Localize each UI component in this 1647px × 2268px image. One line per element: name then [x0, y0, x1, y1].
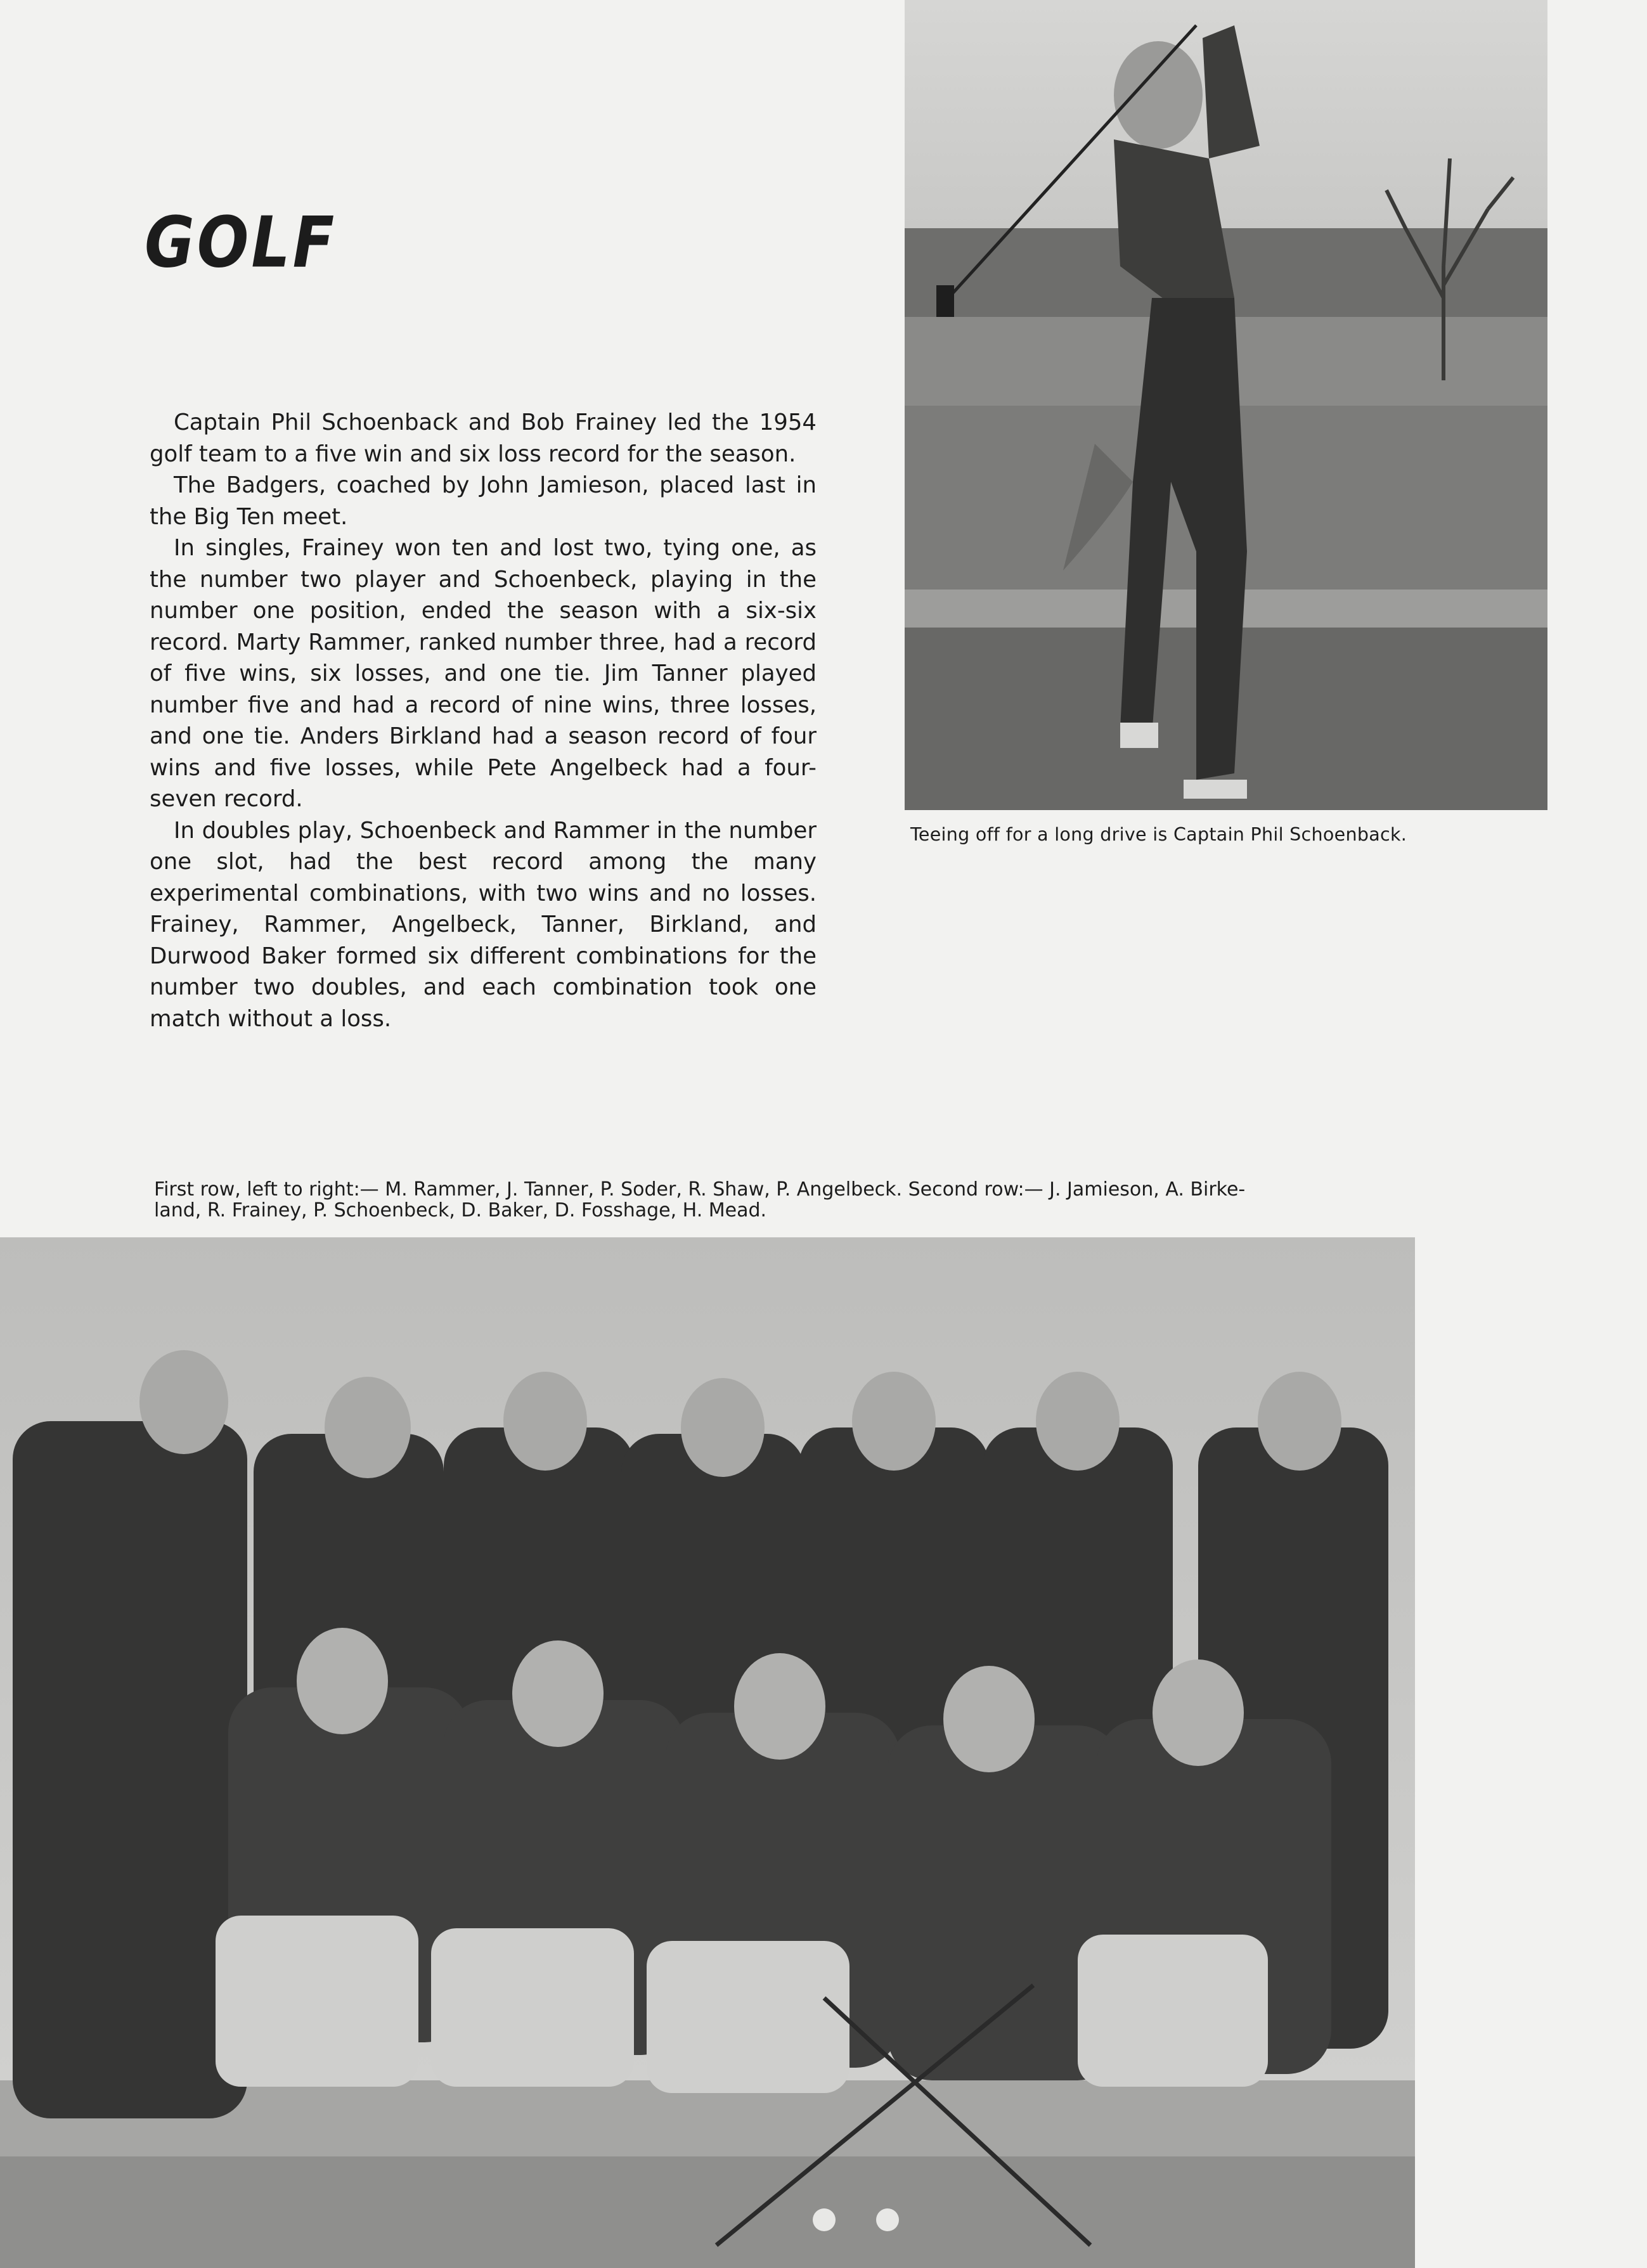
page-title: GOLF — [145, 202, 337, 283]
article-paragraph: The Badgers, coached by John Jamieson, placed last in the Big Ten meet. — [150, 472, 817, 530]
team-photo-caption — [154, 1179, 1333, 1221]
golfer-photo-caption: Teeing off for a long drive is Captain Phil Schoenback. — [910, 824, 1407, 845]
team-photo — [0, 1237, 1415, 2268]
team-caption-line: land, R. Frainey, P. Schoenbeck, D. Baker, D. Fosshage, H. Mead. — [154, 1199, 767, 1221]
article-paragraph: Captain Phil Schoenback and Bob Frainey led the 1954 golf team to a five win and six loss record for the season. — [150, 409, 817, 467]
article-body — [150, 407, 817, 1034]
article-paragraph: In doubles play, Schoenbeck and Rammer in the number one slot, had the best record among the many experimental combinations, with two wins and no losses. Frainey, Rammer, Angelbeck, Tanner, Birkland, and Durwood Baker formed six different combinations for the number two doubles, and each combination took one match without a loss. — [150, 817, 817, 1032]
team-caption-line: First row, left to right:— M. Rammer, J. Tanner, P. Soder, R. Shaw, P. Angelbeck. Second row:— J. Jamieson, A. Birke- — [154, 1178, 1246, 1201]
article-paragraph: In singles, Frainey won ten and lost two, tying one, as the number two player and Schoenbeck, playing in the number one position, ended the season with a six-six record. Marty Rammer, ranked number three, had a record of five wins, six losses, and one tie. Jim Tanner played number five and had a record of nine wins, three losses, and one tie. Anders Birkland had a season record of four wins and five losses, while Pete Angelbeck had a four-seven record. — [150, 535, 817, 812]
golfer-photo — [905, 0, 1547, 810]
